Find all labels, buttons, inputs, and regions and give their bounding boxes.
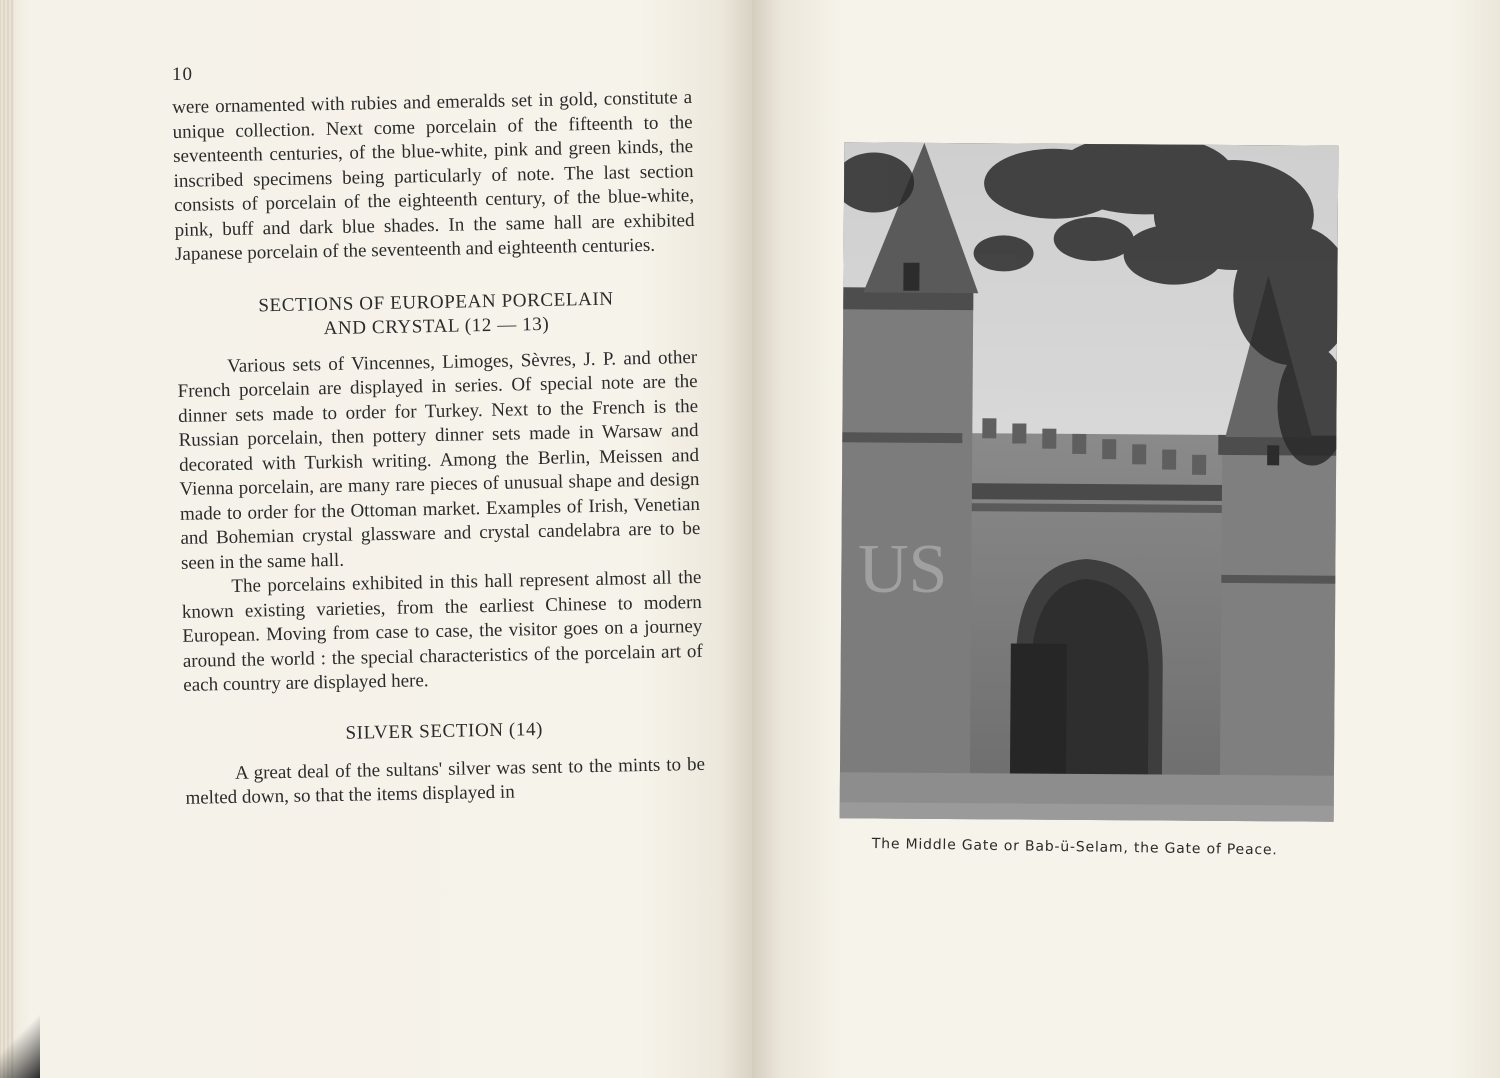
page-corner-shadow <box>0 1010 40 1078</box>
gate-photograph <box>840 142 1339 821</box>
heading-silver-section: SILVER SECTION (14) <box>345 718 544 744</box>
heading-european-porcelain <box>176 285 697 343</box>
watermark-text: US <box>858 531 948 608</box>
page-number: 10 <box>172 64 193 85</box>
heading-european-line-1: SECTIONS OF EUROPEAN PORCELAIN <box>258 288 614 316</box>
page-edges <box>0 0 14 1078</box>
gate-photo-illustration <box>840 142 1339 821</box>
paragraph-silver: A great deal of the sultans' silver was sent to the mints to be melted down, so that the items displayed in <box>185 753 706 809</box>
paragraph-porcelain-varieties: The porcelains exhibited in this hall represent almost all the known existing varieties, from the earliest Chinese to modern European. Moving from case to case, the visitor goes on a journey around the world : the special characteristics of the porcelain art of each country are displayed here. <box>181 566 703 696</box>
paragraph-porcelain-chinese: were ornamented with rubies and emeralds set in gold, constitute a unique collection. Next come porcelain of the fifteenth to the seventeenth centuries, of the blue-white, pink and green kinds, the inscribed specimens being particularly of note. The last section consists of porcelain of the eighteenth century, of the blue-white, pink, buff and dark blue shades. In the same hall are exhibited Japanese porcelain of the seventeenth and eighteenth centuries. <box>172 87 695 265</box>
text-column <box>172 86 706 811</box>
paragraph-european-porcelain: Various sets of Vincennes, Limoges, Sèvres, J. P. and other French porcelain are displayed in series. Of special note are the dinner sets made to order for Turkey. Next to the French is the Russian porcelain, then pottery dinner sets made in Warsaw and decorated with Turkish writing. Among the Berlin, Meissen and Vienna porcelain, are many rare pieces of unusual shape and design made to order for the Ottoman market. Examples of Irish, Venetian and Bohemian crystal glassware and crystal candelabra are to be seen in the same hall. <box>177 346 701 574</box>
heading-european-line-2: AND CRYSTAL (12 — 13) <box>323 313 550 339</box>
photo-caption: The Middle Gate or Bab-ü-Selam, the Gate of Peace. <box>871 836 1278 859</box>
